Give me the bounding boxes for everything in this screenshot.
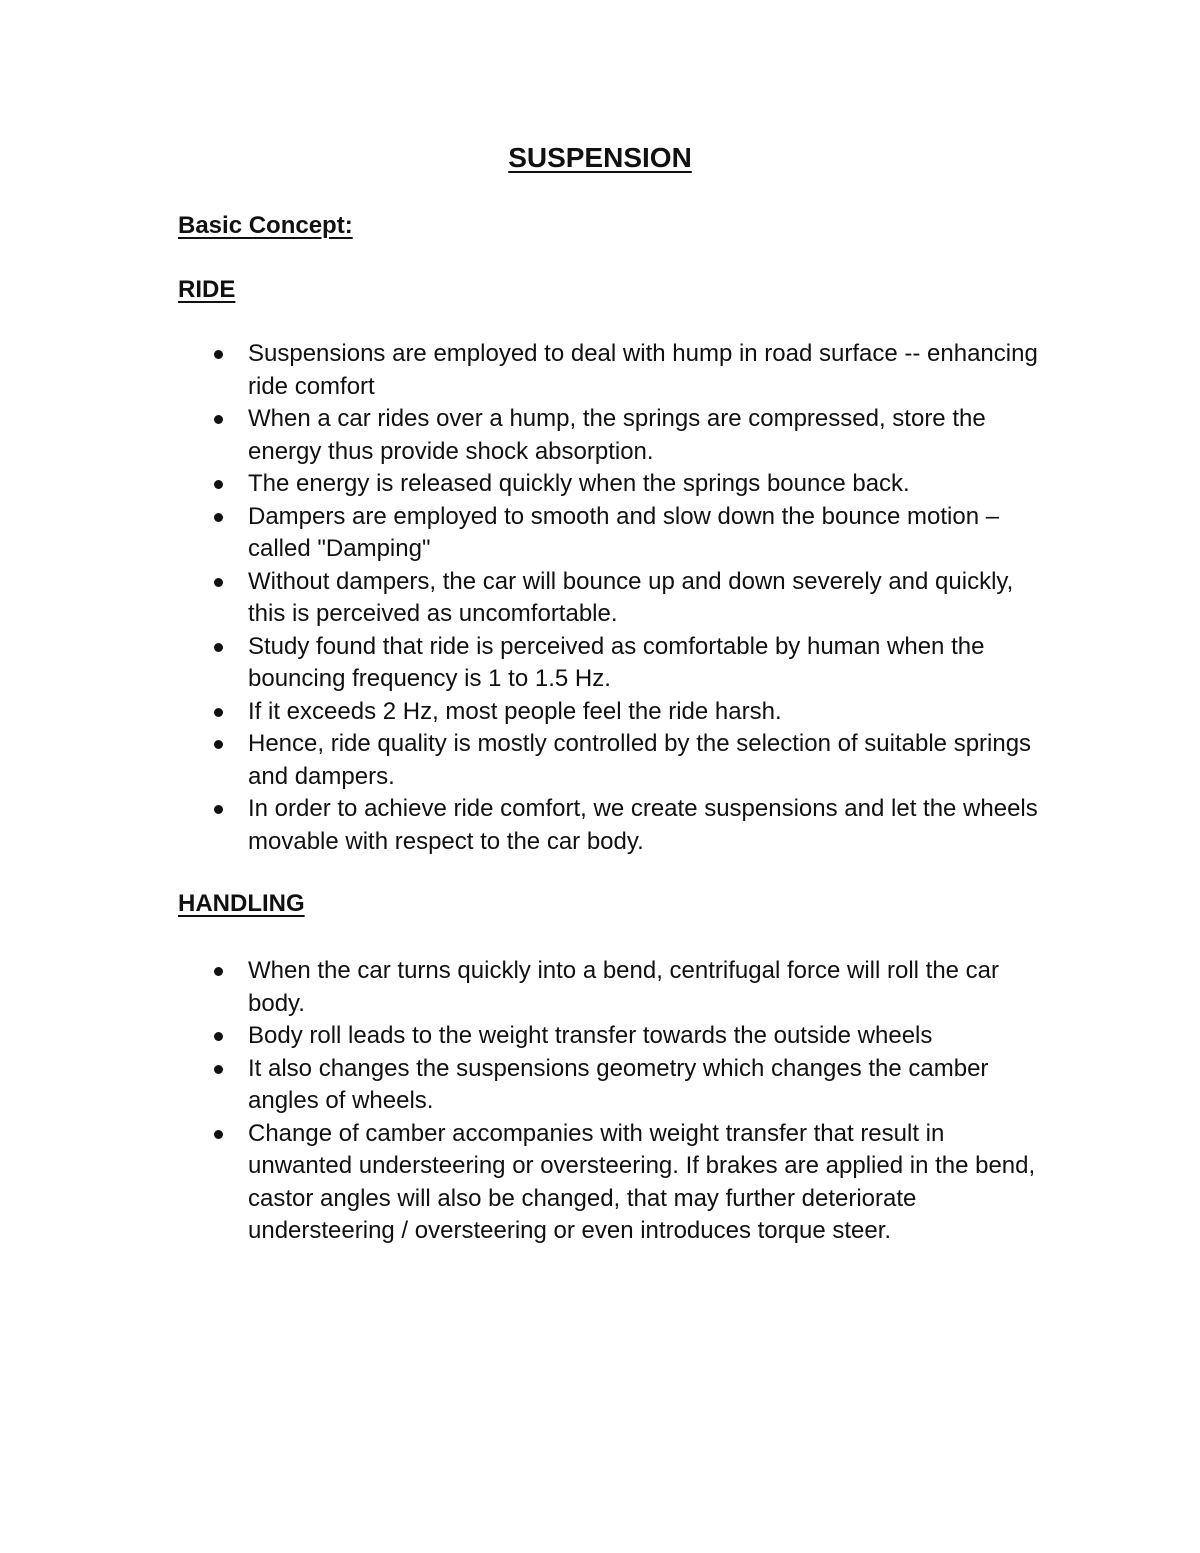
ride-bullet-item [214, 403, 1044, 468]
ride-bullet-item [214, 468, 1044, 501]
ride-heading-text: RIDE [178, 276, 236, 303]
bullet-icon [214, 643, 223, 652]
bullet-text: Without dampers, the car will bounce up and down severely and quickly, this is perceived as uncomfortable. [248, 567, 1014, 627]
bullet-text: Change of camber accompanies with weight transfer that result in unwanted understeering or oversteering. If brakes are applied in the bend, castor angles will also be changed, that may further deteriorate understeering / oversteering or even introduces torque steer. [248, 1119, 1036, 1244]
handling-heading-text: HANDLING [178, 890, 305, 917]
bullet-text: If it exceeds 2 Hz, most people feel the ride harsh. [248, 697, 782, 725]
bullet-icon [214, 740, 223, 749]
bullet-text: The energy is released quickly when the springs bounce back. [248, 470, 910, 497]
ride-bullet-item [214, 793, 1044, 858]
ride-bullet-item [214, 728, 1044, 793]
bullet-text: Study found that ride is perceived as comfortable by human when the bouncing frequency is 1 to 1.5 Hz. [248, 632, 985, 692]
bullet-icon [214, 480, 223, 489]
basic-concept-heading [178, 210, 353, 242]
bullet-text: It also changes the suspensions geometry which changes the camber angles of wheels. [248, 1054, 989, 1114]
bullet-icon [214, 967, 223, 976]
handling-bullet-item [214, 1053, 1044, 1118]
bullet-icon [214, 708, 223, 717]
bullet-text: Body roll leads to the weight transfer towards the outside wheels [248, 1022, 933, 1049]
bullet-icon [214, 415, 223, 424]
ride-bullet-item [214, 696, 1044, 729]
bullet-text: Hence, ride quality is mostly controlled by the selection of suitable springs and dampers. [248, 730, 1032, 790]
bullet-icon [214, 1130, 223, 1139]
bullet-text: Suspensions are employed to deal with hump in road surface -- enhancing ride comfort [248, 340, 1038, 400]
bullet-text: When the car turns quickly into a bend, centrifugal force will roll the car body. [248, 957, 1000, 1017]
bullet-icon [214, 1032, 223, 1041]
bullet-text: Dampers are employed to smooth and slow down the bounce motion – called "Damping" [248, 502, 1000, 562]
ride-bullet-list [214, 338, 1044, 858]
ride-heading [178, 274, 235, 306]
ride-bullet-item [214, 501, 1044, 566]
page-title-text: SUSPENSION [508, 142, 692, 173]
bullet-icon [214, 513, 223, 522]
bullet-text: When a car rides over a hump, the springs are compressed, store the energy thus provide shock absorption. [248, 405, 986, 465]
ride-bullet-item [214, 631, 1044, 696]
handling-heading [178, 888, 305, 920]
handling-bullet-item [214, 1118, 1044, 1248]
handling-bullet-item [214, 955, 1044, 1020]
bullet-text: In order to achieve ride comfort, we create suspensions and let the wheels movable with respect to the car body. [248, 795, 1038, 855]
ride-bullet-item [214, 566, 1044, 631]
bullet-icon [214, 350, 223, 359]
bullet-icon [214, 1065, 223, 1074]
ride-bullet-item [214, 338, 1044, 403]
bullet-icon [214, 578, 223, 587]
page-title [0, 138, 1200, 178]
handling-bullet-list [214, 955, 1044, 1248]
handling-bullet-item [214, 1020, 1044, 1053]
basic-concept-heading-text: Basic Concept: [178, 212, 353, 239]
bullet-icon [214, 805, 223, 814]
